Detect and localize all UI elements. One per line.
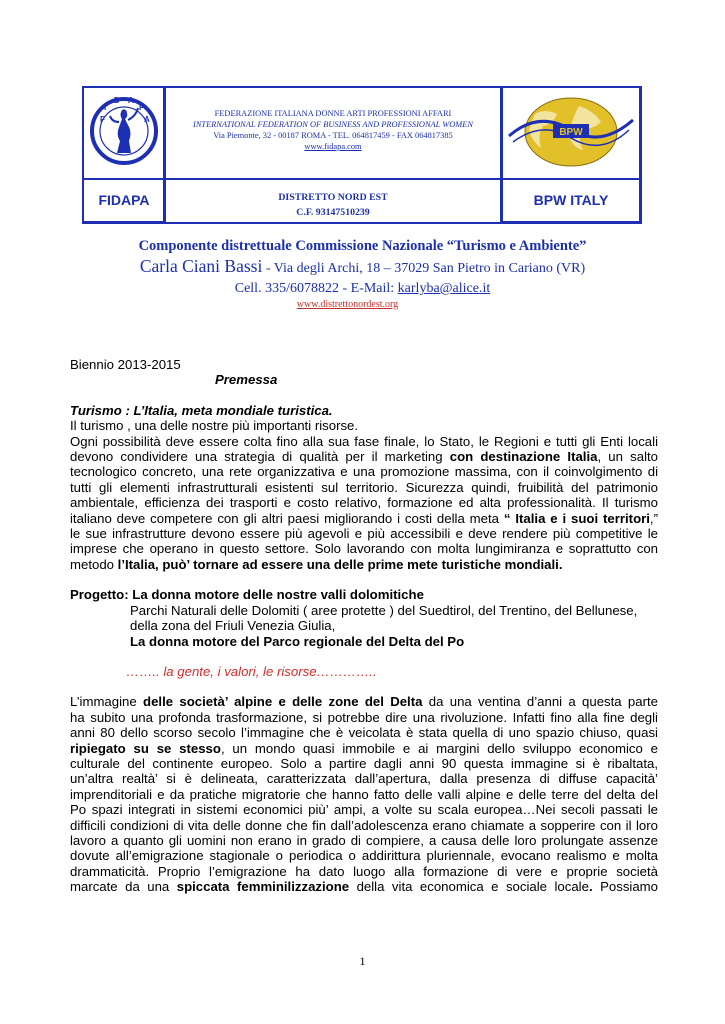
fidapa-brand-label: FIDAPA	[98, 192, 150, 208]
body-line: ha subito una profonda trasformazione, si potrebbe dire una rivoluzione. Infatti fino alla fine degli	[70, 709, 658, 725]
document-body	[70, 357, 658, 895]
bpw-italy-brand-label: BPW ITALY	[533, 192, 609, 208]
org-name-english: INTERNATIONAL FEDERATION OF BUSINESS AND PROFESSIONAL WOMEN	[193, 120, 473, 129]
page-number: 1	[359, 954, 366, 968]
progetto-heading: Progetto: La donna motore delle nostre valli dolomitiche	[70, 587, 424, 603]
body-line: drammaticità. Proprio l’emigrazione ha dato luogo alla formazione di vere e proprie società	[70, 863, 658, 879]
body-line: tutti gli elementi infrastrutturali esistenti sul territorio. Sicurezza quindi, fruibilità del patrimonio	[70, 479, 658, 495]
contact-address: - Via degli Archi, 18 – 37029 San Pietro in Cariano (VR)	[262, 261, 586, 276]
contact-role: Componente distrettuale Commissione Nazionale “Turismo e Ambiente”	[138, 238, 587, 254]
fidapa-logo-icon	[88, 92, 160, 172]
body-line: L’immagine delle società’ alpine e delle zone del Delta da una ventina d’anni a questa parte	[70, 694, 658, 710]
letterhead-divider	[82, 178, 642, 180]
website-domain: fidapa.com	[324, 142, 362, 151]
premessa-heading: Premessa	[215, 372, 278, 388]
org-name: FEDERAZIONE ITALIANA DONNE ARTI PROFESSIONI AFFARI	[214, 109, 452, 118]
body-line: imprese che operano in questo settore. Solo lavorando con molta lungimiranza e soprattutto con	[70, 541, 658, 557]
body-line: tecnologico concreto, una rete organizzativa e una promozione massima, con il coinvolgimento di	[70, 464, 658, 480]
svg-text:A: A	[128, 96, 134, 105]
district-name: DISTRETTO NORD EST	[278, 192, 388, 203]
letterhead	[82, 86, 642, 224]
svg-text:I: I	[104, 103, 107, 112]
district-website-link[interactable]: www.distrettonordest.org	[296, 299, 399, 310]
svg-text:D: D	[114, 96, 120, 105]
body-line: Il turismo , una delle nostre più importanti risorse.	[70, 418, 359, 434]
body-line: ripiegato su se stesso, un mondo quasi immobile e ai margini dello sviluppo economico e	[70, 740, 658, 756]
body-line: anni 80 dello scorso secolo l’immagine che è veicolata è stata quella di uno spazio chiuso, quasi	[70, 725, 658, 741]
body-line: Po spazi integrati in sistemi economici più’ ampi, a volte su scala europea…Nei secoli passati le	[70, 802, 658, 818]
bpw-globe-logo-icon	[505, 92, 637, 174]
body-line: difficili condizioni di vita delle donne che fin dall’adolescenza erano chiamate a sopperire con il loro	[70, 817, 658, 833]
progetto-subheading: La donna motore del Parco regionale del Delta del Po	[130, 633, 465, 649]
org-website-link[interactable]	[166, 141, 500, 152]
body-line: un’altra realtà’ si è delineata, caratterizzata dall’apertura, dalla presenza di diffuse capacità’	[70, 771, 658, 787]
body-line: metodo l’Italia, può’ tornare ad essere una delle prime mete turistiche mondiali.	[70, 556, 563, 572]
body-line: lavoro a quanto gli uomini non erano in grado di compiere, a causa delle loro prolungate assenze	[70, 832, 658, 848]
contact-phone-line	[0, 279, 725, 299]
svg-text:P: P	[139, 103, 145, 112]
tax-code: C.F. 93147510239	[296, 207, 370, 218]
body-line: culturale del continente europeo. Solo a partire dagli anni 90 questa immagine si è ribaltata,	[70, 755, 658, 771]
svg-text:F: F	[100, 115, 105, 124]
svg-text:BPW: BPW	[559, 127, 583, 138]
body-line: imprenditoriali e da pratiche migratorie che hanno fatto delle valli alpine e delle terre del delta del	[70, 786, 658, 802]
turismo-heading: Turismo : L’Italia, meta mondiale turistica.	[70, 402, 333, 418]
contact-phone: Cell. 335/6078822 - E-Mail:	[234, 281, 398, 296]
organization-info	[166, 108, 500, 152]
progetto-line: della zona del Friuli Venezia Giulia,	[130, 618, 336, 634]
contact-email-link[interactable]: karlyba@alice.it	[397, 281, 491, 296]
body-line: devono condividere una strategia di qualità per il marketing con destinazione Italia, un salto	[70, 449, 658, 465]
contact-name: Carla Ciani Bassi	[139, 256, 263, 276]
contact-block	[0, 236, 725, 311]
body-line: marcate da una spiccata femminilizzazione della vita economica e sociale locale. Possiamo	[70, 879, 658, 895]
contact-name-line	[0, 256, 725, 279]
website-prefix: www.	[304, 142, 325, 151]
tagline: …….. la gente, i valori, le risorse…………..	[126, 663, 377, 679]
biennio-line: Biennio 2013-2015	[70, 357, 181, 372]
body-line: italiano deve competere con gli altri paesi migliorando i costi della meta “ Italia e i suoi territori,”	[70, 510, 658, 526]
district-info	[166, 190, 500, 220]
body-line: dovute all’emigrazione stagionale o periodica o addirittura pluriennale, evocano realismo e molta	[70, 848, 658, 864]
body-line: le sue infrastrutture devono essere più agevoli e più accessibili e deve rendere più competitive le	[70, 526, 658, 542]
body-line: ambientale, efficienza dei trasporti e costo relativo, formazione ed alta professionalità. Il turismo	[70, 495, 658, 511]
org-address: Via Piemonte, 32 - 00187 ROMA - TEL. 064817459 - FAX 064817385	[213, 131, 453, 140]
body-line: Ogni possibilità deve essere colta fino alla sua fase finale, lo Stato, le Regioni e tutti gli Enti locali	[70, 433, 658, 449]
svg-text:A: A	[144, 115, 150, 124]
progetto-line: Parchi Naturali delle Dolomiti ( aree protette ) del Suedtirol, del Trentino, del Bellunese,	[130, 602, 638, 618]
